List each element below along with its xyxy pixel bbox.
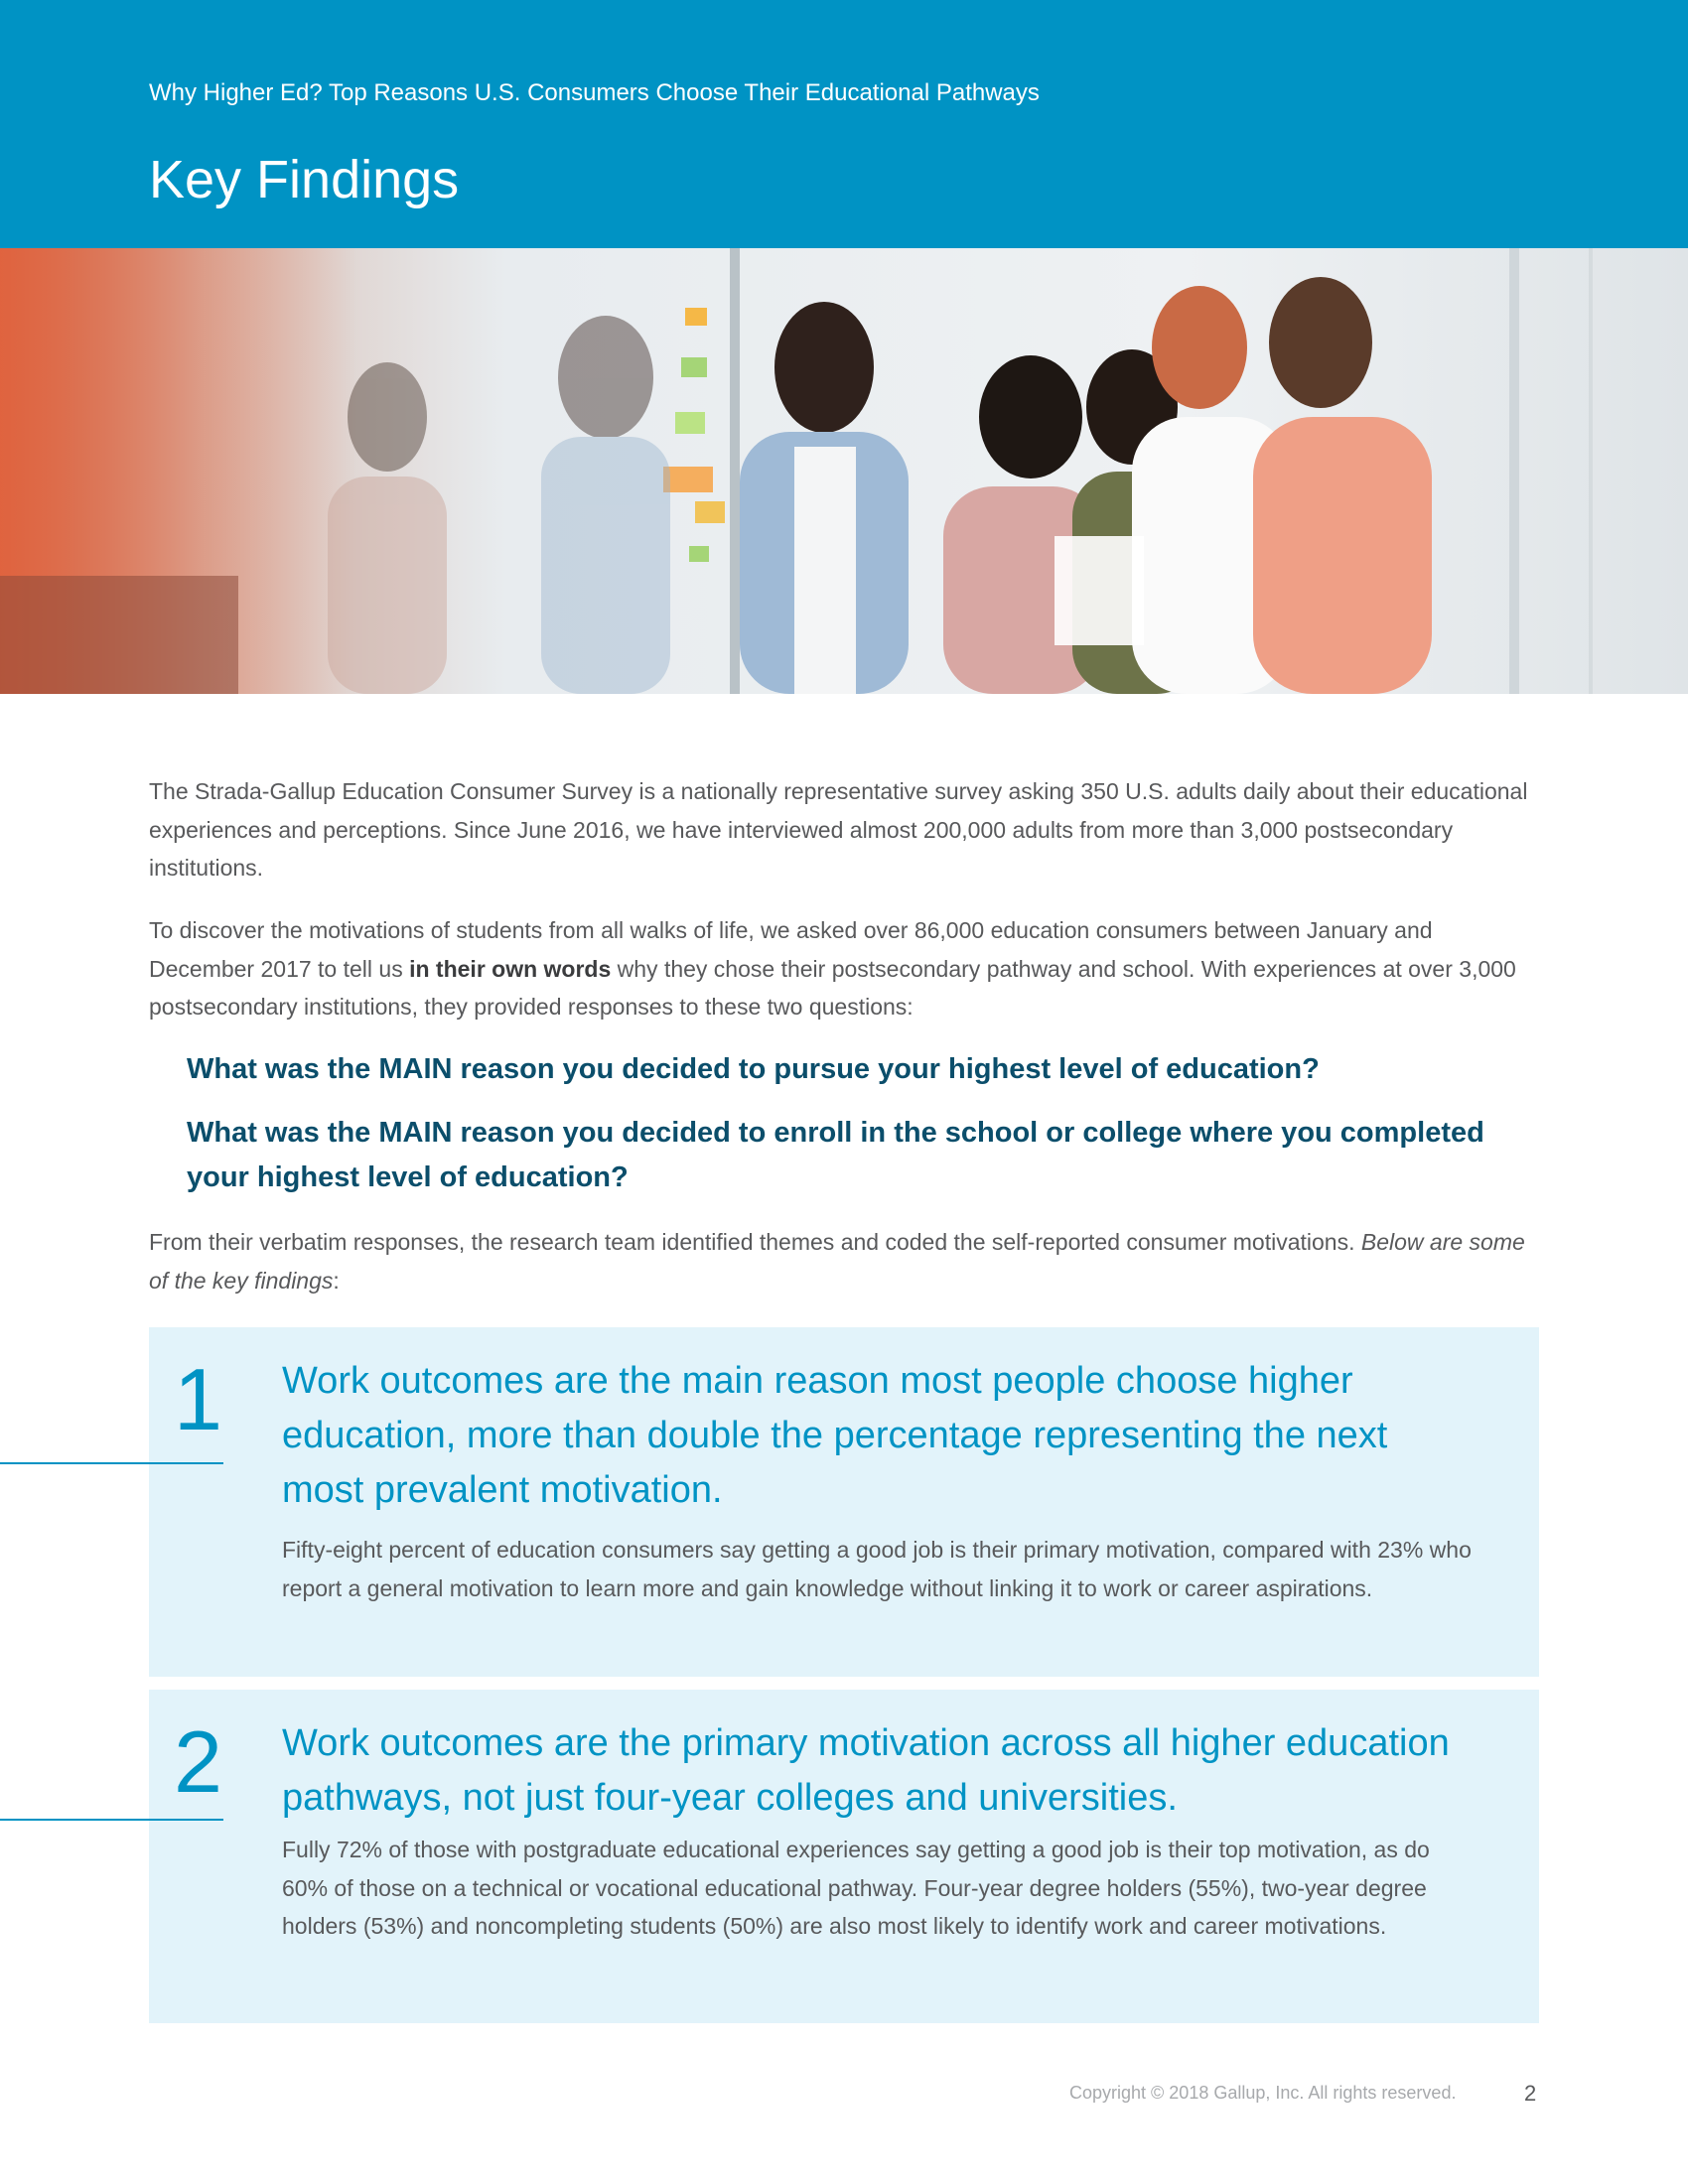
finding-card-2 (149, 1690, 1539, 2023)
findings-text-start: From their verbatim responses, the research team identified themes and coded the self-reported consumer motivations. (149, 1229, 1361, 1255)
finding-divider-2 (0, 1819, 223, 1821)
finding-number: 2 (174, 1712, 222, 1811)
survey-question-2: What was the MAIN reason you decided to enroll in the school or college where you completed your highest level of education? (187, 1117, 1484, 1193)
page-title: Key Findings (149, 150, 460, 209)
finding-detail: Fully 72% of those with postgraduate educational experiences say getting a good job is their top motivation, as do 60% of those on a technical or vocational educational pathway. Four-year degree holders (55%), two-year degree holders (53%) and noncompleting students (50%) are also most likely to identify work and career motivations. (282, 1837, 1430, 1939)
method-text-emphasis: in their own words (409, 955, 612, 982)
page-number: 2 (1524, 2081, 1537, 2106)
finding-number: 1 (174, 1350, 222, 1448)
method-text-end: why they chose their postsecondary pathway and school. With experiences at over 3,000 postsecondary institutions, they provided responses to these two questions: (149, 955, 1516, 1020)
method-text-start: To discover the motivations of students from all walks of life, we asked over 86,000 education consumers between January and December 2017 to tell us (149, 917, 1433, 982)
finding-card-1 (149, 1327, 1539, 1677)
finding-heading: Work outcomes are the primary motivation across all higher education pathways, not just four-year colleges and universities. (282, 1722, 1450, 1819)
finding-heading: Work outcomes are the main reason most people choose higher education, more than double the percentage representing the next most prevalent motivation. (282, 1360, 1388, 1511)
header-photo (0, 248, 1688, 694)
intro-paragraph-method (149, 911, 1539, 1026)
footer-copyright: Copyright © 2018 Gallup, Inc. All rights reserved. (1069, 2083, 1457, 2103)
intro-paragraph-survey: The Strada-Gallup Education Consumer Survey is a nationally representative survey asking 350 U.S. adults daily about their educational experiences and perceptions. Since June 2016, we have interviewed almost 200,000 adults from more than 3,000 postsecondary institutions. (149, 778, 1528, 881)
finding-divider-1 (0, 1462, 223, 1464)
intro-paragraph-findings (149, 1223, 1539, 1299)
finding-detail: Fifty-eight percent of education consumers say getting a good job is their primary motivation, compared with 23% who report a general motivation to learn more and gain knowledge without linking it to work or career aspirations. (282, 1537, 1472, 1601)
findings-text-italic: Below are some of the key findings (149, 1229, 1525, 1294)
survey-question-1: What was the MAIN reason you decided to pursue your highest level of education? (187, 1053, 1320, 1085)
report-subtitle: Why Higher Ed? Top Reasons U.S. Consumers Choose Their Educational Pathways (149, 79, 1040, 106)
findings-text-end: : (333, 1267, 340, 1294)
page-header (0, 0, 1688, 248)
